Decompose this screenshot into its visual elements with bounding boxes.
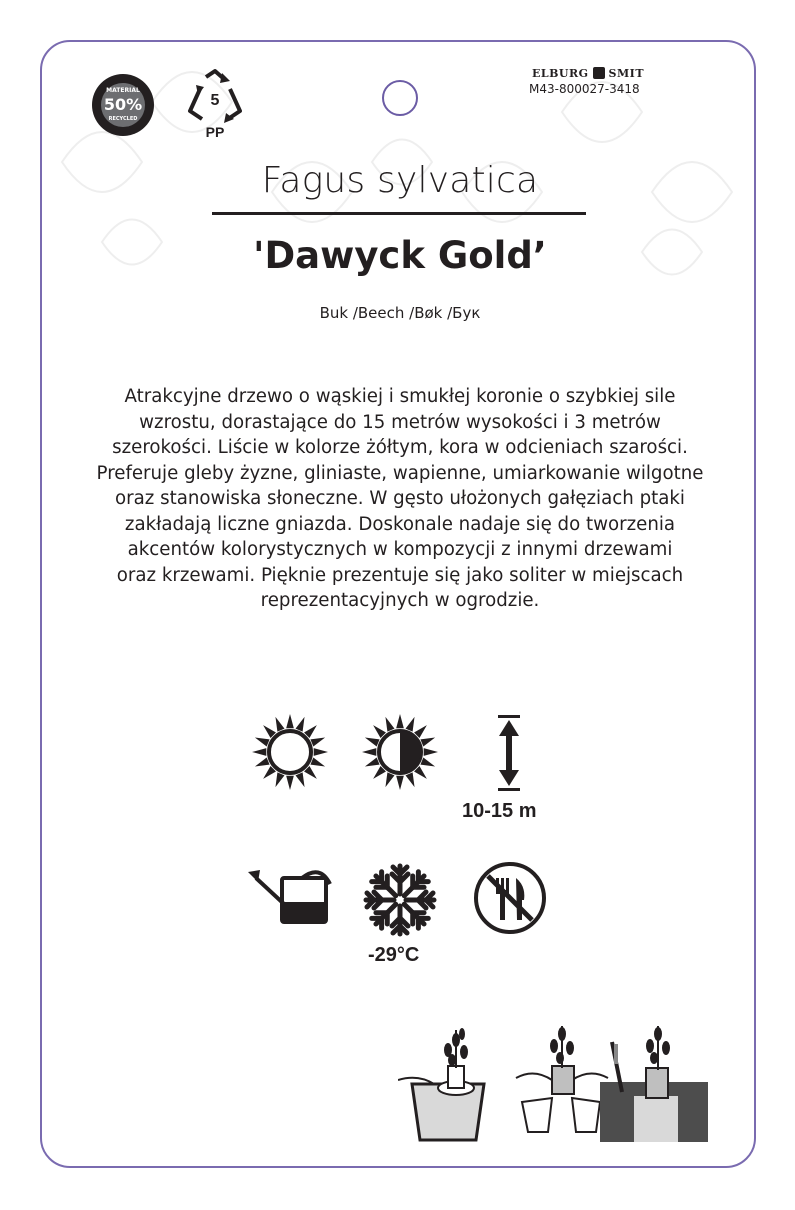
height-label: 10-15 m xyxy=(462,800,537,822)
brand-logo xyxy=(532,64,732,82)
not-edible-icon xyxy=(472,860,548,936)
hang-hole xyxy=(382,80,418,116)
description-line: Atrakcyjne drzewo o wąskiej i smukłej koronie o szybkiej sile xyxy=(124,386,676,407)
recycled-material-badge-icon xyxy=(90,72,156,138)
recycle-pp-icon xyxy=(184,67,246,143)
description-line: akcentów kolorystycznych w kompozycji z innymi drzewami xyxy=(127,539,673,560)
description-line: reprezentacyjnych w ogrodzie. xyxy=(260,590,540,611)
planting-step-plant-in-ground-icon xyxy=(598,1022,710,1144)
description-line: szerokości. Liście w kolorze żółtym, kora w odcieniach szarości. xyxy=(112,437,688,458)
cultivar-name: 'Dawyck Gold’ xyxy=(253,234,547,277)
description-line: zakładają liczne gniazda. Doskonale nadaje się do tworzenia xyxy=(124,513,676,535)
snowflake-icon xyxy=(360,860,440,940)
description-line: oraz krzewami. Pięknie prezentuje się jako soliter w miejscach xyxy=(116,564,684,586)
product-code: M43-800027-3418 xyxy=(529,82,640,96)
brand-mark-icon xyxy=(593,67,605,79)
partial-shade-icon xyxy=(360,712,440,792)
full-sun-icon xyxy=(250,712,330,792)
recycle-material: PP xyxy=(205,124,225,140)
brand-name-left: ELBURG xyxy=(532,66,589,80)
planting-step-remove-pot-icon xyxy=(512,1022,612,1142)
plant-label-card xyxy=(40,40,756,1168)
recycle-number: 5 xyxy=(210,92,220,109)
description-line: oraz stanowiska słoneczne. W gęsto ułożonych gałęziach ptaki xyxy=(115,488,685,509)
brand-name-right: SMIT xyxy=(608,66,644,80)
title-divider xyxy=(212,212,586,215)
badge-percent: 50% xyxy=(103,95,143,114)
description xyxy=(60,384,740,614)
genus-name: Fagus sylvatica xyxy=(261,160,539,201)
description-line: wzrostu, dorastające do 15 metrów wysokości i 3 metrów xyxy=(139,411,661,433)
description-line: Preferuje gleby żyzne, gliniaste, wapienne, umiarkowanie wilgotne xyxy=(96,462,704,484)
common-names: Buk /Beech /Bøk /Бук xyxy=(319,304,481,322)
height-arrow-icon xyxy=(494,714,524,792)
badge-top-text: MATERIAL xyxy=(106,87,140,94)
badge-bottom-text: RECYCLED xyxy=(108,116,138,122)
frost-label: -29°C xyxy=(368,944,420,966)
planting-step-pot-icon xyxy=(398,1022,498,1142)
watering-can-icon xyxy=(246,864,334,926)
